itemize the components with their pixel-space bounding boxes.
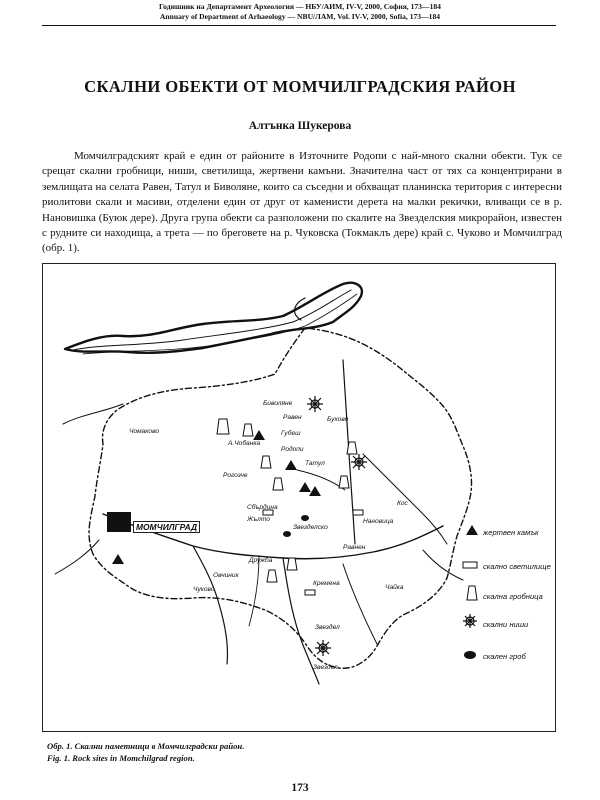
sacrificial-stone <box>112 554 124 564</box>
place-label: Бухово <box>327 416 349 423</box>
legend-label: скален гроб <box>483 652 526 661</box>
article-title: СКАЛНИ ОБЕКТИ ОТ МОМЧИЛГРАДСКИЯ РАЙОН <box>84 77 516 96</box>
place-label: Татул <box>305 460 325 467</box>
place-label: Сбърдина <box>247 504 278 511</box>
map-figure <box>42 263 556 732</box>
rock-tomb <box>287 558 297 570</box>
rock-grave <box>301 515 309 521</box>
rock-tomb <box>243 424 253 436</box>
rock-tomb <box>267 570 277 582</box>
rock-tomb <box>347 442 357 454</box>
place-label: Нановица <box>363 518 394 525</box>
caption-en: Fig. 1. Rock sites in Momchilgrad region. <box>47 752 195 763</box>
river-arda <box>63 404 123 424</box>
legend-label: скални ниши <box>483 620 529 629</box>
legend-item-niches <box>461 616 555 632</box>
article-author: Алтънка Шукерова <box>248 120 352 132</box>
place-label: Дружба <box>249 557 273 564</box>
running-header <box>0 2 600 22</box>
header-rule <box>42 25 556 26</box>
place-label: Кос <box>397 500 408 507</box>
rock-grave <box>283 531 291 537</box>
legend-label: скална гробница <box>483 592 543 601</box>
city-label: МОМЧИЛГРАД <box>133 521 200 533</box>
sacrificial-stone <box>299 482 311 492</box>
place-label: Овчиник <box>213 572 239 579</box>
place-label: Чайка <box>385 584 404 591</box>
place-label: Звездел <box>315 624 340 631</box>
region-boundary <box>89 328 471 668</box>
place-label: А.Чобанка <box>228 440 261 447</box>
place-label: Биволяне <box>263 400 293 407</box>
page-number: 173 <box>291 782 309 794</box>
rock-tomb <box>339 476 349 488</box>
legend-item-sanctuary <box>461 558 555 574</box>
place-label: Звездел <box>313 664 338 671</box>
sacrificial-stone <box>285 460 297 470</box>
legend-item-tomb <box>461 588 555 604</box>
figure-caption <box>47 741 244 764</box>
legend-label: скално светилище <box>483 562 551 571</box>
running-header-en: Annuary of Department of Arhaeology — NBU/ЛАМ, Vol. IV-V, 2000, Sofia, 173—184 <box>159 12 441 21</box>
place-label: Рогозче <box>223 472 248 479</box>
place-label: Звезделско <box>293 524 328 531</box>
sacrificial-stone <box>253 430 265 440</box>
rock-tomb <box>273 478 283 490</box>
rock-sanctuary <box>353 510 363 515</box>
reservoir-shape <box>65 283 362 353</box>
legend-item-sacrificial <box>461 524 555 540</box>
place-label: Жълто <box>247 516 270 523</box>
rock-niches <box>351 454 367 470</box>
rock-niches <box>307 396 323 412</box>
legend-label: жертвен камък <box>483 528 539 537</box>
rock-tomb <box>217 419 229 434</box>
place-label: Кремена <box>313 580 340 587</box>
sacrificial-stone <box>309 486 321 496</box>
caption-bg: Обр. 1. Скални паметници в Момчилградски район. <box>47 741 245 751</box>
place-label: Равнен <box>343 544 366 551</box>
intro-paragraph: Момчилградският край е един от районите в Източните Родопи с най-много скални обекти. Тук се срещат скални гробници, ниши, светилища, жертвени камъни. Значителна част от тях са концентрирани в землищата на селата Равен, Татул и Биволяне, които са съседни и обхващат планинска територия с интересни риолитови скали и масиви, отделени един от друг от каменисти дерета на малки рекички, вливащи се в р. Нановишка (Буюк дере). Друга група обекти са разположени по скалите на Звезделския микрорайон, известен с рудните си находища, а трета — по бреговете на р. Чуковска (Токмаклъ дере) край с. Чуково и Момчилград (обр. 1). <box>42 150 562 255</box>
rock-niches <box>315 640 331 656</box>
place-label: Чуково <box>193 586 215 593</box>
city-block <box>107 512 131 532</box>
place-label: Чомаково <box>129 428 160 435</box>
place-label: Губеш <box>281 430 301 437</box>
rock-tomb <box>261 456 271 468</box>
legend-item-grave <box>461 648 555 664</box>
running-header-bg: Годишник на Департамент Археология — НБУ/АИМ, IV-V, 2000, София, 173—184 <box>159 2 441 11</box>
place-label: Равен <box>283 414 302 421</box>
place-label: Родопи <box>281 446 304 453</box>
rock-sanctuary <box>305 590 315 595</box>
